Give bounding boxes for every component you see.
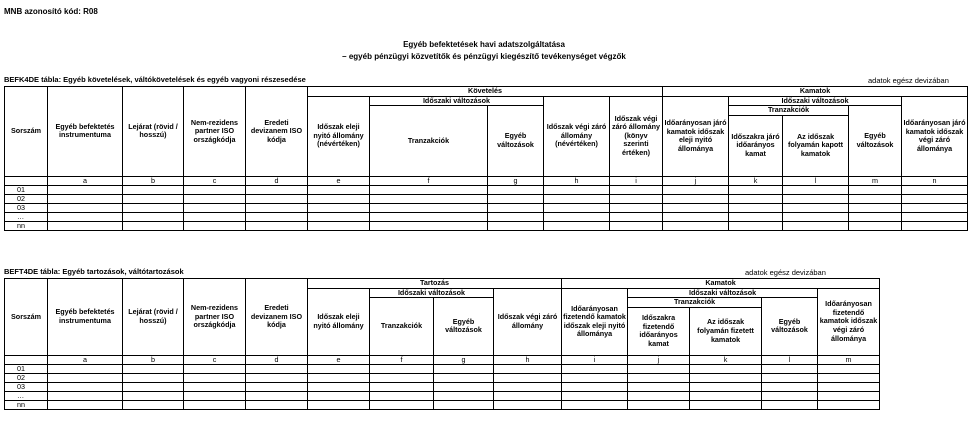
t1-h-idoszaki: Időszaki változások [370, 96, 544, 106]
t2-letter: k [690, 355, 762, 365]
t2-row-number: 01 [5, 365, 48, 374]
t2-h-idoszaki2: Időszaki változások [628, 288, 818, 298]
t1-row-number: 03 [5, 204, 48, 213]
t2-h-zaro: Időszak végi záró állomány [494, 288, 562, 355]
t2-letter: b [123, 355, 184, 365]
t1-letter: b [123, 176, 184, 186]
table1-unit: adatok egész devizában [868, 76, 949, 85]
t1-letter: i [610, 176, 663, 186]
t2-letter: c [184, 355, 246, 365]
t1-row-number: 01 [5, 186, 48, 195]
t1-h-zaro: Időszak végi záró állomány (névértéken) [544, 96, 610, 176]
t1-letter: m [849, 176, 902, 186]
t1-h-zaro-konyv: Időszak végi záró állomány (könyv szerinti értéken) [610, 96, 663, 176]
t1-h-deviza: Eredeti devizanem ISO kódja [246, 87, 308, 177]
table2-unit: adatok egész devizában [745, 268, 826, 277]
t1-letter: d [246, 176, 308, 186]
t2-h-egyeb: Egyéb változások [434, 298, 494, 356]
t1-h-kam-jaro: Időszakra járó időarányos kamat [729, 115, 783, 176]
t2-h-kam-egyeb: Egyéb változások [762, 298, 818, 356]
t1-letter-blank [5, 176, 48, 186]
t2-row-number: … [5, 392, 48, 401]
t1-data-row [5, 186, 968, 195]
t1-row-number: nn [5, 222, 48, 231]
t1-letter: j [663, 176, 729, 186]
t1-letter: h [544, 176, 610, 186]
t2-letter-row [5, 355, 880, 365]
t2-h-tranz: Tranzakciók [370, 298, 434, 356]
t1-h-tranz: Tranzakciók [370, 106, 488, 177]
t2-data-row [5, 392, 880, 401]
t1-letter: n [902, 176, 968, 186]
t2-letter: d [246, 355, 308, 365]
t2-letter: e [308, 355, 370, 365]
t2-letter: h [494, 355, 562, 365]
t1-h-kam-nyito: Időarányosan járó kamatok időszak eleji nyitó állománya [663, 96, 729, 176]
table2-caption: BEFT4DE tábla: Egyéb tartozások, váltótartozások [4, 267, 184, 276]
t1-h-instr: Egyéb befektetés instrumentuma [48, 87, 123, 177]
t2-row-number: nn [5, 401, 48, 410]
t1-h-idoszaki2: Időszaki változások [729, 96, 902, 106]
t1-letter: g [488, 176, 544, 186]
t2-h-partner: Nem-rezidens partner ISO országkódja [184, 279, 246, 356]
t2-letter: a [48, 355, 123, 365]
t1-letter-row [5, 176, 968, 186]
t1-data-row [5, 213, 968, 222]
t2-h-kam-jaro: Időszakra fizetendő időarányos kamat [628, 307, 690, 355]
t1-h-kam-egyeb: Egyéb változások [849, 106, 902, 177]
t1-h-kamatok: Kamatok [663, 87, 968, 97]
document-subtitle: – egyéb pénzügyi közvetítők és pénzügyi kiegészítő tevékenységet végzők [342, 52, 626, 61]
t2-h-tranz2: Tranzakciók [628, 298, 762, 308]
t1-letter: l [783, 176, 849, 186]
table2 [4, 278, 880, 410]
t2-h-instr: Egyéb befektetés instrumentuma [48, 279, 123, 356]
t1-data-row [5, 204, 968, 213]
t1-data-row [5, 222, 968, 231]
table1 [4, 86, 968, 231]
t2-data-row [5, 401, 880, 410]
t1-h-nyito: Időszak eleji nyitó állomány (névértéken) [308, 96, 370, 176]
t1-h-kam-zaro: Időarányosan járó kamatok időszak végi záró állománya [902, 96, 968, 176]
t1-h-sorszam: Sorszám [5, 87, 48, 177]
t2-h-nyito: Időszak eleji nyitó állomány [308, 288, 370, 355]
t2-letter-blank [5, 355, 48, 365]
t2-letter: l [762, 355, 818, 365]
table1-caption: BEFK4DE tábla: Egyéb követelések, váltókövetelések és egyéb vagyoni részesedése [4, 75, 306, 84]
t2-row-number: 03 [5, 383, 48, 392]
t1-data-row [5, 195, 968, 204]
t2-data-row [5, 374, 880, 383]
t1-letter: c [184, 176, 246, 186]
t1-letter: a [48, 176, 123, 186]
t2-data-row [5, 365, 880, 374]
t2-h-deviza: Eredeti devizanem ISO kódja [246, 279, 308, 356]
t2-letter: f [370, 355, 434, 365]
t1-h-kam-kapott: Az időszak folyamán kapott kamatok [783, 115, 849, 176]
t2-letter: g [434, 355, 494, 365]
t1-row-number: … [5, 213, 48, 222]
t2-h-tartozas: Tartozás [308, 279, 562, 289]
t1-letter: e [308, 176, 370, 186]
document-title: Egyéb befektetések havi adatszolgáltatása [403, 40, 565, 49]
t2-letter: j [628, 355, 690, 365]
t2-row-number: 02 [5, 374, 48, 383]
t2-letter: m [818, 355, 880, 365]
t2-h-lejarat: Lejárat (rövid / hosszú) [123, 279, 184, 356]
t2-h-kam-zaro: Időarányosan fizetendő kamatok időszak végi záró állománya [818, 288, 880, 355]
t2-h-idoszaki: Időszaki változások [370, 288, 494, 298]
t1-h-egyeb: Egyéb változások [488, 106, 544, 177]
t1-h-kovetel: Követelés [308, 87, 663, 97]
t1-h-tranz2: Tranzakciók [729, 106, 849, 116]
t1-letter: f [370, 176, 488, 186]
t2-data-row [5, 383, 880, 392]
t2-h-sorszam: Sorszám [5, 279, 48, 356]
t1-h-partner: Nem-rezidens partner ISO országkódja [184, 87, 246, 177]
mnb-code: MNB azonosító kód: R08 [4, 7, 98, 16]
t2-h-kamatok: Kamatok [562, 279, 880, 289]
t1-h-lejarat: Lejárat (rövid / hosszú) [123, 87, 184, 177]
t1-letter: k [729, 176, 783, 186]
t1-row-number: 02 [5, 195, 48, 204]
t2-h-kam-fizetett: Az időszak folyamán fizetett kamatok [690, 307, 762, 355]
t2-letter: i [562, 355, 628, 365]
t2-h-kam-nyito: Időarányosan fizetendő kamatok időszak eleji nyitó állománya [562, 288, 628, 355]
